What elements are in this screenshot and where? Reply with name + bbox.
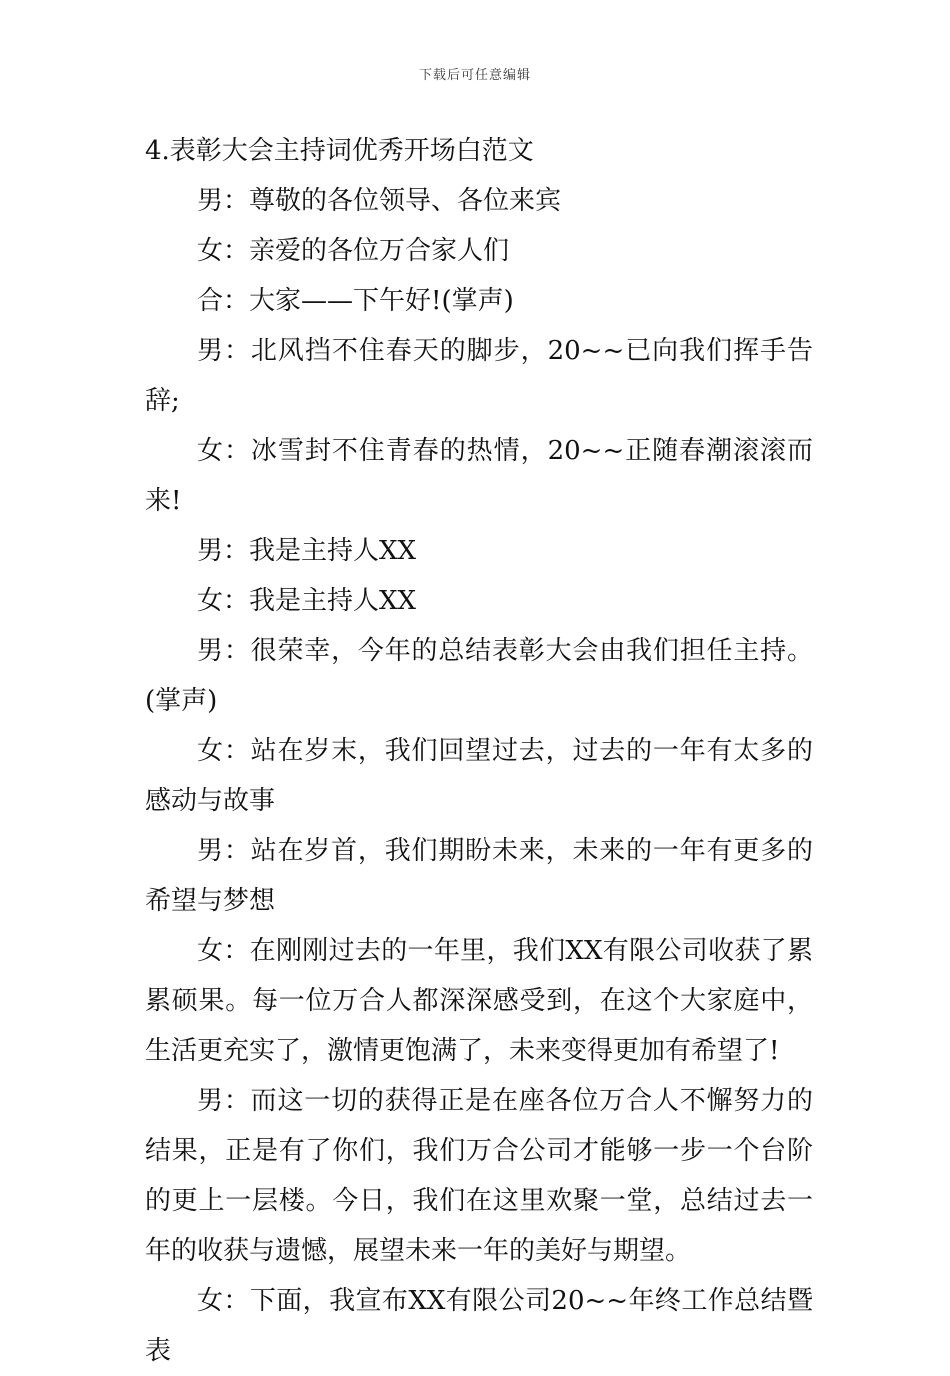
paragraph: 女：冰雪封不住青春的热情，20~~正随春潮滚滚而来! [145,436,813,516]
paragraph: 男：而这一切的获得正是在座各位万合人不懈努力的结果，正是有了你们，我们万合公司才能够一步一个台阶的更上一层楼。今日，我们在这里欢聚一堂，总结过去一年的收获与遗憾，展望未来一年的美好与期望。 [145,1086,813,1266]
paragraph: 女：在刚刚过去的一年里，我们XX有限公司收获了累累硕果。每一位万合人都深深感受到，在这个大家庭中，生活更充实了，激情更饱满了，未来变得更加有希望了! [145,936,813,1066]
document-title: 4.表彰大会主持词优秀开场白范文 [145,136,534,166]
paragraph: 女：亲爱的各位万合家人们 [197,236,510,266]
paragraph: 女：我是主持人XX [197,586,417,616]
paragraph: 男：我是主持人XX [197,536,417,566]
page-header: 下载后可任意编辑 [418,68,531,83]
document-body [145,126,813,1376]
paragraph: 男：站在岁首，我们期盼未来，未来的一年有更多的希望与梦想 [145,836,813,916]
paragraph: 男：北风挡不住春天的脚步，20~~已向我们挥手告辞; [145,336,813,416]
paragraph: 合：大家——下午好!(掌声) [197,286,514,316]
paragraph: 女：下面，我宣布XX有限公司20~~年终工作总结暨表 [145,1286,813,1366]
paragraph: 女：站在岁末，我们回望过去，过去的一年有太多的感动与故事 [145,736,813,816]
paragraph: 男：很荣幸，今年的总结表彰大会由我们担任主持。(掌声) [145,636,813,716]
paragraph: 男：尊敬的各位领导、各位来宾 [197,186,562,216]
